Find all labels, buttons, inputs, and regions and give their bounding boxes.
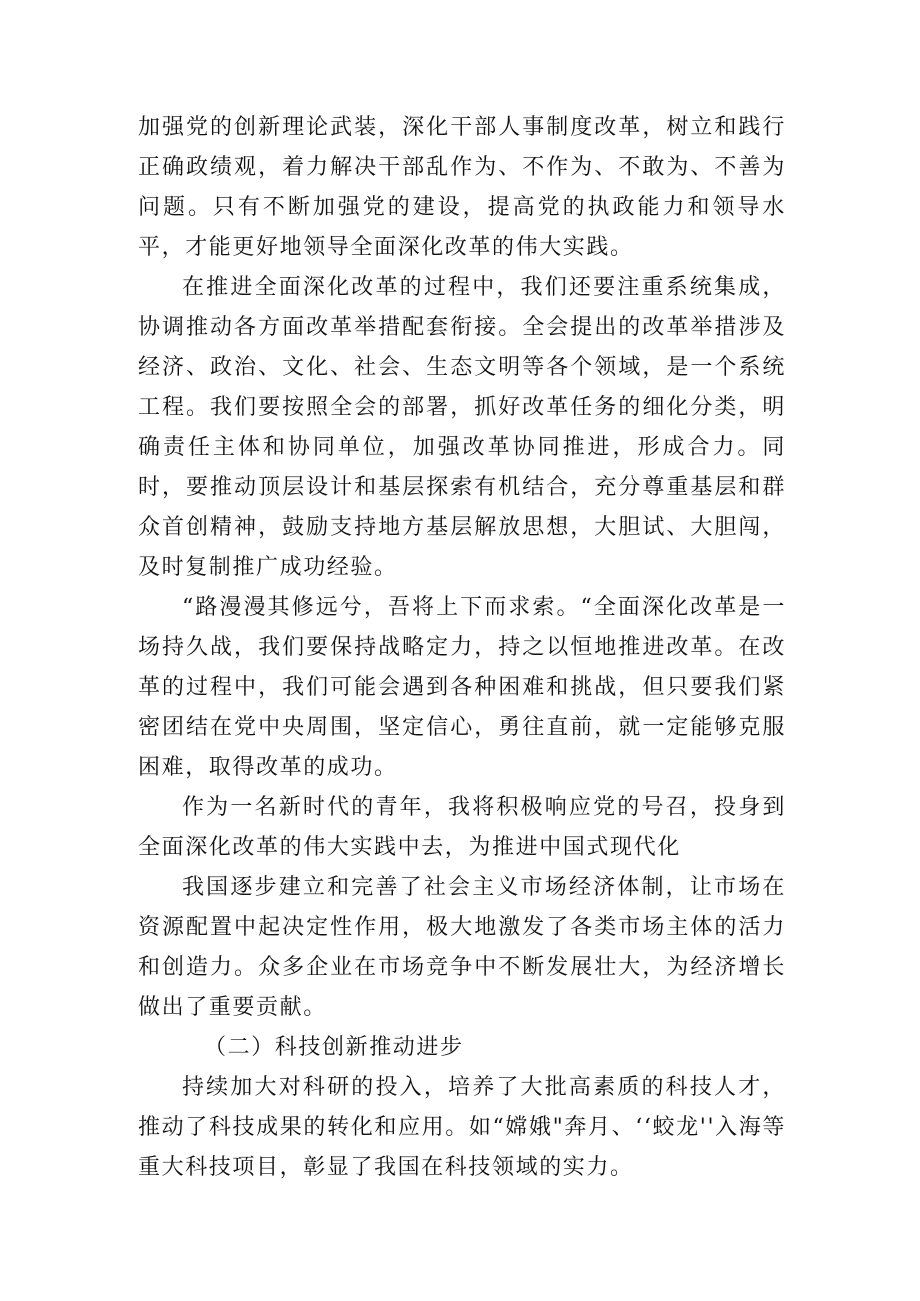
paragraph-youth: 作为一名新时代的青年，我将积极响应党的号召，投身到全面深化改革的伟大实践中去，为推进中国式现代化 — [138, 795, 786, 860]
paragraph-system-integration: 在推进全面深化改革的过程中，我们还要注重系统集成，协调推动各方面改革举措配套衔接。全会提出的改革举措涉及经济、政治、文化、社会、生态文明等各个领域，是一个系统工程。我们要按照全会的部署，抓好改革任务的细化分类，明确责任主体和协同单位，加强改革协同推进，形成合力。同时，要推动顶层设计和基层探索有机结合，充分尊重基层和群众首创精神，鼓励支持地方基层解放思想，大胆试、大胆闯，及时复制推广成功经验。 — [138, 275, 786, 580]
section-heading-tech-innovation: （二）科技创新推动进步 — [204, 1035, 464, 1060]
paragraph-party-building: 加强党的创新理论武装，深化干部人事制度改革，树立和践行正确政绩观，着力解决干部乱作为、不作为、不敢为、不善为问题。只有不断加强党的建设，提高党的执政能力和领导水平，才能更好地领导全面深化改革的伟大实践。 — [138, 115, 786, 260]
paragraph-long-road: “路漫漫其修远兮，吾将上下而求索。“全面深化改革是一场持久战，我们要保持战略定力，持之以恒地推进改革。在改革的过程中，我们可能会遇到各种困难和挑战，但只要我们紧密团结在党中央周围，坚定信心，勇往直前，就一定能够克服困难，取得改革的成功。 — [138, 595, 786, 780]
paragraph-market-economy: 我国逐步建立和完善了社会主义市场经济体制，让市场在资源配置中起决定性作用，极大地激发了各类市场主体的活力和创造力。众多企业在市场竞争中不断发展壮大，为经济增长做出了重要贡献。 — [138, 875, 786, 1020]
document-page — [138, 108, 786, 1188]
paragraph-tech-investment: 持续加大对科研的投入，培养了大批高素质的科技人才，推动了科技成果的转化和应用。如“嫦娥"奔月、‘‘蛟龙''入海等重大科技项目，彰显了我国在科技领域的实力。 — [138, 1075, 786, 1180]
